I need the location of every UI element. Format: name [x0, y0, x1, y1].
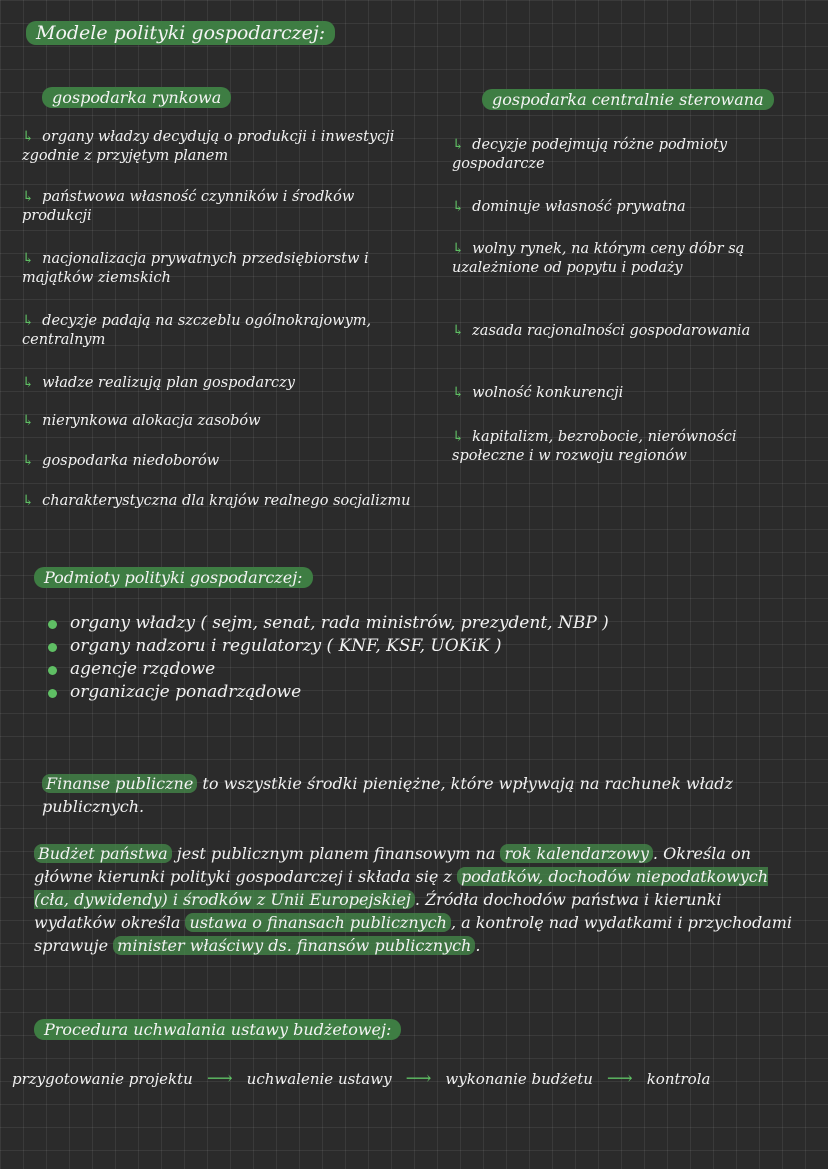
right-arrow-icon: ⟶ [405, 1068, 432, 1089]
list-item: ↳ dominuje własność prywatna [452, 199, 686, 215]
hooked-arrow-icon: ↳ [452, 199, 465, 215]
budget-paragraph: Budżet państwa jest publicznym planem finansowym na rok kalendarzowy . Określa on główne kierunki polityki gospodarczej i składa się z podatków, dochodów niepodatkowych (cła, dywidendy) i środków z Unii Europejskiej . Źródła dochodów państwa i kierunki wydatków określa ustawa o finansach publicznych , a kontrolę nad wydatkami i przychodami sprawuje minister właściwy ds. finansów publicznych . [34, 844, 793, 955]
hooked-arrow-icon: ↳ [22, 453, 35, 469]
procedure-step: wykonanie budżetu [445, 1069, 593, 1088]
finance-term: Finanse publiczne [42, 774, 197, 793]
right-column-heading: gospodarka centralnie sterowana [482, 89, 774, 110]
procedure-heading: Procedura uchwalania ustawy budżetowej: [34, 1019, 401, 1040]
list-item: ↳ gospodarka niedoborów [22, 453, 220, 469]
page-title: Modele polityki gospodarczej: [26, 21, 335, 45]
right-arrow-icon: ⟶ [606, 1068, 633, 1089]
list-item: organy władzy ( sejm, senat, rada ministrów, prezydent, NBP ) [46, 612, 806, 635]
procedure-step: przygotowanie projektu [12, 1069, 193, 1088]
list-item: ↳ nierynkowa alokacja zasobów [22, 413, 261, 429]
subjects-list [46, 612, 806, 704]
hooked-arrow-icon: ↳ [22, 375, 35, 391]
list-item: ↳ decyzje padają na szczeblu ogólnokrajowym, centralnym [22, 313, 372, 348]
list-item: ↳ zasada racjonalności gospodarowania [452, 323, 751, 339]
finance-paragraph [42, 772, 802, 818]
list-item: ↳ decyzje podejmują różne podmioty gospodarcze [452, 137, 728, 172]
list-item: organy nadzoru i regulatorzy ( KNF, KSF, UOKiK ) [46, 635, 806, 658]
hooked-arrow-icon: ↳ [452, 137, 465, 153]
procedure-step: kontrola [646, 1069, 711, 1088]
procedure-step: uchwalenie ustawy [246, 1069, 392, 1088]
budget-term: Budżet państwa [34, 844, 172, 863]
hooked-arrow-icon: ↳ [22, 189, 35, 205]
hooked-arrow-icon: ↳ [22, 313, 35, 329]
procedure-flow [12, 1068, 818, 1089]
hooked-arrow-icon: ↳ [22, 413, 35, 429]
list-item: ↳ wolność konkurencji [452, 385, 624, 401]
hooked-arrow-icon: ↳ [22, 129, 35, 145]
right-arrow-icon: ⟶ [206, 1068, 233, 1089]
subjects-heading: Podmioty polityki gospodarczej: [34, 567, 313, 588]
list-item: organizacje ponadrządowe [46, 681, 806, 704]
list-item: ↳ władze realizują plan gospodarczy [22, 375, 295, 391]
hooked-arrow-icon: ↳ [452, 241, 465, 257]
list-item: ↳ kapitalizm, bezrobocie, nierówności społeczne i w rozwoju regionów [452, 429, 737, 464]
hooked-arrow-icon: ↳ [22, 251, 35, 267]
list-item: ↳ organy władzy decydują o produkcji i inwestycji zgodnie z przyjętym planem [22, 129, 395, 164]
list-item: ↳ wolny rynek, na którym ceny dóbr są uzależnione od popytu i podaży [452, 241, 745, 276]
hooked-arrow-icon: ↳ [452, 385, 465, 401]
hooked-arrow-icon: ↳ [22, 493, 35, 509]
list-item: ↳ charakterystyczna dla krajów realnego socjalizmu [22, 493, 411, 509]
hooked-arrow-icon: ↳ [452, 323, 465, 339]
left-column-heading: gospodarka rynkowa [42, 87, 231, 108]
finance-text: to wszystkie środki pieniężne, które wpływają na rachunek władz publicznych. [42, 774, 733, 816]
hooked-arrow-icon: ↳ [452, 429, 465, 445]
list-item: ↳ państwowa własność czynników i środków produkcji [22, 189, 355, 224]
list-item: ↳ nacjonalizacja prywatnych przedsiębiorstw i majątków ziemskich [22, 251, 369, 286]
list-item: agencje rządowe [46, 658, 806, 681]
